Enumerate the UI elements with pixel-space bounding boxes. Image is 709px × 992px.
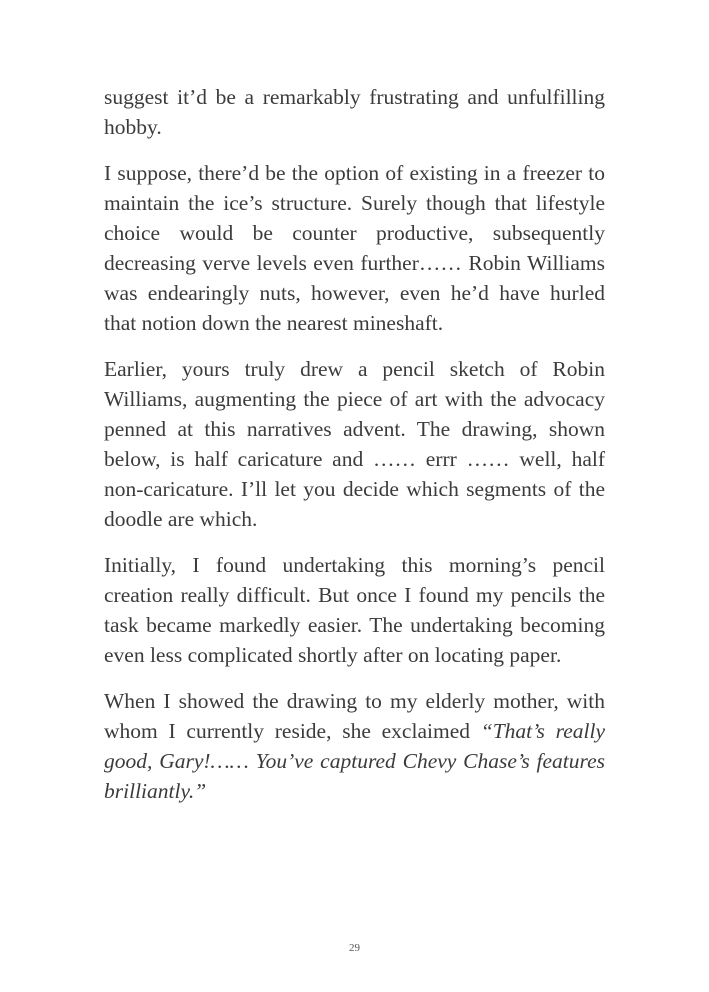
paragraph-4: Initially, I found undertaking this morning’s pencil creation really difficult. But once I found my pencils the task became markedly easier. The undertaking becoming even less complicated shortly after on locating paper. — [104, 553, 605, 667]
page-body — [104, 82, 605, 822]
page-number: 29 — [349, 942, 360, 954]
paragraph-5-text: When I showed the drawing to my elderly mother, with whom I currently reside, she exclaimed — [104, 689, 605, 743]
paragraph-3: Earlier, yours truly drew a pencil sketch of Robin Williams, augmenting the piece of art with the advocacy penned at this narratives advent. The drawing, shown below, is half caricature and …… errr …… well, half non-caricature. I’ll let you decide which segments of the doodle are which. — [104, 357, 605, 531]
mother-quote: “That’s really good, Gary!…… You’ve captured Chevy Chase’s features brilliantly.” — [104, 719, 605, 803]
paragraph-1: suggest it’d be a remarkably frustrating and unfulfilling hobby. — [104, 85, 605, 139]
paragraph-5 — [104, 686, 605, 806]
paragraph-2: I suppose, there’d be the option of existing in a freezer to maintain the ice’s structure. Surely though that lifestyle choice would be counter productive, subsequently decreasing verve levels even further…… Robin Williams was endearingly nuts, however, even he’d have hurled that notion down the nearest mineshaft. — [104, 161, 605, 335]
